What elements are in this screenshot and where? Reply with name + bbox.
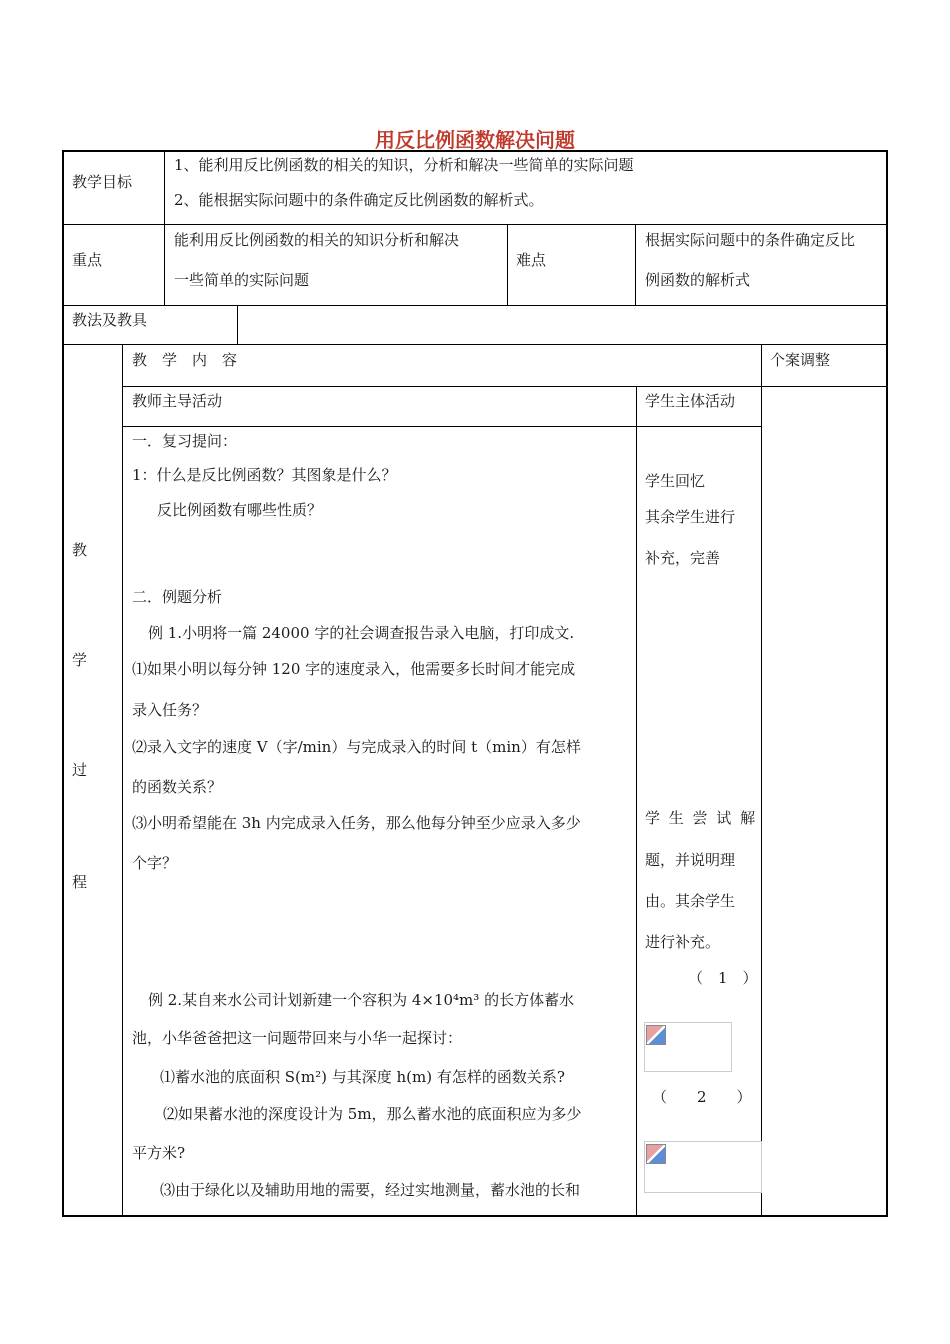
teacher-line: ⑴蓄水池的底面积 S(m²) 与其深度 h(m) 有怎样的函数关系? (160, 1068, 565, 1086)
teacher-line: ⑶小明希望能在 3h 内完成录入任务，那么他每分钟至少应录入多少 (132, 814, 581, 832)
process-label-char-3: 过 (72, 761, 88, 779)
student-line: 题，并说明理 (645, 851, 736, 869)
teacher-line: 的函数关系？ (132, 778, 223, 796)
student-line: （ 1 ） (688, 969, 758, 987)
key-point-line-1: 能利用反比例函数的相关的知识分析和解决 (174, 231, 460, 249)
broken-image-icon (646, 1144, 666, 1164)
teacher-line: 二．例题分析 (132, 588, 223, 606)
teacher-line: 1：什么是反比例函数？其图象是什么？ (132, 466, 397, 484)
teacher-line: 例 1.小明将一篇 24000 字的社会调查报告录入电脑，打印成文. (148, 624, 575, 642)
student-line: 学生回忆 (645, 472, 706, 490)
methods-label: 教法及教具 (72, 311, 148, 329)
key-point-label: 重点 (72, 251, 103, 269)
teacher-line: ⑵如果蓄水池的深度设计为 5m，那么蓄水池的底面积应为多少 (163, 1105, 582, 1123)
teacher-line: 反比例函数有哪些性质？ (157, 501, 323, 519)
process-label-char-1: 教 (72, 541, 88, 559)
student-line: （ 2 ） (652, 1088, 752, 1106)
objective-item-1: 1、能利用反比例函数的相关的知识，分析和解决一些简单的实际问题 (174, 156, 634, 174)
teacher-line: 例 2.某自来水公司计划新建一个容积为 4×10⁴m³ 的长方体蓄水 (148, 991, 575, 1009)
student-line: 补充，完善 (645, 549, 721, 567)
student-line: 进行补充。 (645, 933, 721, 951)
broken-image-icon (646, 1025, 666, 1045)
teacher-line: ⑶由于绿化以及辅助用地的需要，经过实地测量，蓄水池的长和 (160, 1181, 581, 1199)
student-line: 学 生 尝 试 解 (645, 809, 758, 827)
student-header: 学生主体活动 (645, 392, 736, 410)
teacher-line: 池，小华爸爸把这一问题带回来与小华一起探讨： (132, 1029, 463, 1047)
process-label-char-4: 程 (72, 873, 88, 891)
teacher-line: 录入任务？ (132, 701, 208, 719)
document-title: 用反比例函数解决问题 (375, 128, 575, 152)
teacher-line: 一．复习提问： (132, 432, 238, 450)
objectives-label: 教学目标 (72, 173, 133, 191)
process-label-char-2: 学 (72, 651, 88, 669)
student-line: 由。其余学生 (645, 892, 736, 910)
content-header: 教 学 内 容 (132, 351, 238, 369)
teacher-line: 平方米? (132, 1144, 186, 1162)
teacher-line: ⑵录入文字的速度 V（字/min）与完成录入的时间 t（min）有怎样 (132, 738, 581, 756)
difficulty-line-2: 例函数的解析式 (645, 271, 751, 289)
teacher-line: ⑴如果小明以每分钟 120 字的速度录入，他需要多长时间才能完成 (132, 660, 576, 678)
objective-item-2: 2、能根据实际问题中的条件确定反比例函数的解析式。 (174, 191, 544, 209)
key-point-line-2: 一些简单的实际问题 (174, 271, 310, 289)
difficulty-line-1: 根据实际问题中的条件确定反比 (645, 231, 856, 249)
student-line: 其余学生进行 (645, 508, 736, 526)
teacher-line: 个字？ (132, 854, 178, 872)
adjustment-cell (762, 387, 886, 1215)
difficulty-label: 难点 (516, 251, 547, 269)
teacher-header: 教师主导活动 (132, 392, 223, 410)
adjust-header: 个案调整 (770, 351, 831, 369)
